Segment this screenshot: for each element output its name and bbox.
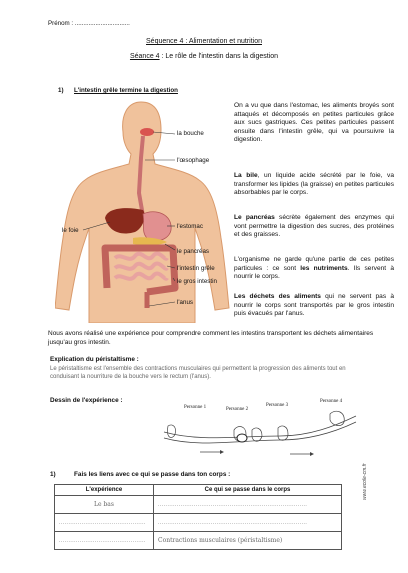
personne-3-label: Personne 3 [266, 403, 289, 408]
label-bouche: la bouche [177, 130, 204, 137]
dessin-title: Dessin de l'expérience : [50, 397, 123, 404]
paragraph-estomac: On a vu que dans l'estomac, les aliments broyés sont attaqués et décomposés en petites particules grâce aux sucs gastriques. Ces petites particules passent ensuite dans l'intestin grêle, qui va poursuivre la digestion. [234, 102, 394, 144]
arrowhead-1 [220, 450, 224, 454]
question-text: Fais les liens avec ce qui se passe dans ton corps : [74, 471, 231, 478]
personne-labels [184, 399, 343, 412]
paragraph-bile: La bile, un liquide acide sécrété par le foie, va transformer les lipides (la graisse) en petites particules absorbables par le corps. [234, 172, 394, 197]
label-estomac: l'estomac [177, 223, 203, 230]
paragraph-pancreas: Le pancréas sécrète également des enzymes qui vont permettre la digestion des sucres, des protéines et des graisses. [234, 214, 395, 239]
table-row [55, 532, 342, 550]
question-number: 1) [50, 471, 56, 478]
personne-2-label: Personne 2 [226, 407, 249, 412]
section1-number: 1) [58, 87, 64, 94]
label-anus: l'anus [177, 299, 193, 306]
table-row [55, 496, 342, 514]
digestive-system-figure [55, 98, 235, 323]
arrowhead-2 [310, 452, 314, 456]
paragraph-dechets: Les déchets des aliments qui ne servent pas à nourrir le corps sont transportés par le gros intestin puis évacués par l'anus. [234, 293, 394, 318]
hand-4 [330, 411, 344, 425]
peristaltisme-text: Le péristaltisme est l'ensemble des contractions musculaires qui permettent la progression des aliments tout en conduisant la nourriture de la bouche vers le rectum (l'anus). [50, 366, 346, 380]
experience-drawing [160, 396, 360, 460]
watermark: www.ecole-cm.fr [362, 463, 368, 500]
table-header-corps: Ce qui se passe dans le corps [154, 485, 342, 496]
label-oesophage: l'œsophage [177, 157, 210, 164]
seance-title [0, 52, 408, 61]
mouth-shape [140, 128, 154, 136]
table-cell-answer[interactable]: .............................................. [55, 532, 154, 550]
table-cell-answer[interactable]: Le bas [55, 496, 154, 514]
personne-4-label: Personne 4 [320, 399, 343, 404]
table-cell-answer[interactable]: .............................................. [55, 514, 154, 532]
paragraph-nutriments: L'organisme ne garde qu'une partie de ces petites particules : ce sont les nutriments. Ils servent à nourrir le corps. [234, 256, 394, 281]
table-cell-answer[interactable]: Contractions musculaires (péristaltisme) [154, 532, 342, 550]
table-cell-answer[interactable]: ............................................................................... [154, 496, 342, 514]
prenom-field[interactable]: Prénom : ................................ [48, 20, 130, 27]
experience-intro: Nous avons réalisé une expérience pour comprendre comment les intestins transportent les déchets alimentaires jusqu'au gros intestin. [48, 330, 374, 346]
ball-shape [237, 434, 247, 442]
hand-2b [252, 428, 262, 441]
liens-table [54, 484, 342, 550]
peristaltisme-title: Explication du péristaltisme : [50, 356, 139, 363]
hand-left [167, 425, 175, 438]
label-pancreas: le pancréas [177, 248, 209, 255]
hand-3 [278, 426, 288, 440]
sequence-title: Séquence 4 : Alimentation et nutrition [146, 38, 262, 45]
table-header-experience: L'expérience [55, 485, 154, 496]
table-row [55, 514, 342, 532]
personne-1-label: Personne 1 [184, 405, 207, 410]
seance-rest: : Le rôle de l'intestin dans la digestion [159, 53, 279, 60]
label-intestin-grele: l'intestin grêle [177, 265, 215, 272]
table-cell-answer[interactable]: ............................................................................... [154, 514, 342, 532]
label-foie: le foie [62, 227, 79, 234]
seance-label: Séance 4 [129, 53, 160, 60]
section1-title: L'intestin grêle termine la digestion [74, 87, 178, 94]
tube-line-top [164, 416, 356, 438]
table-header-row [55, 485, 342, 496]
label-gros-intestin: le gros intestin [177, 278, 217, 285]
